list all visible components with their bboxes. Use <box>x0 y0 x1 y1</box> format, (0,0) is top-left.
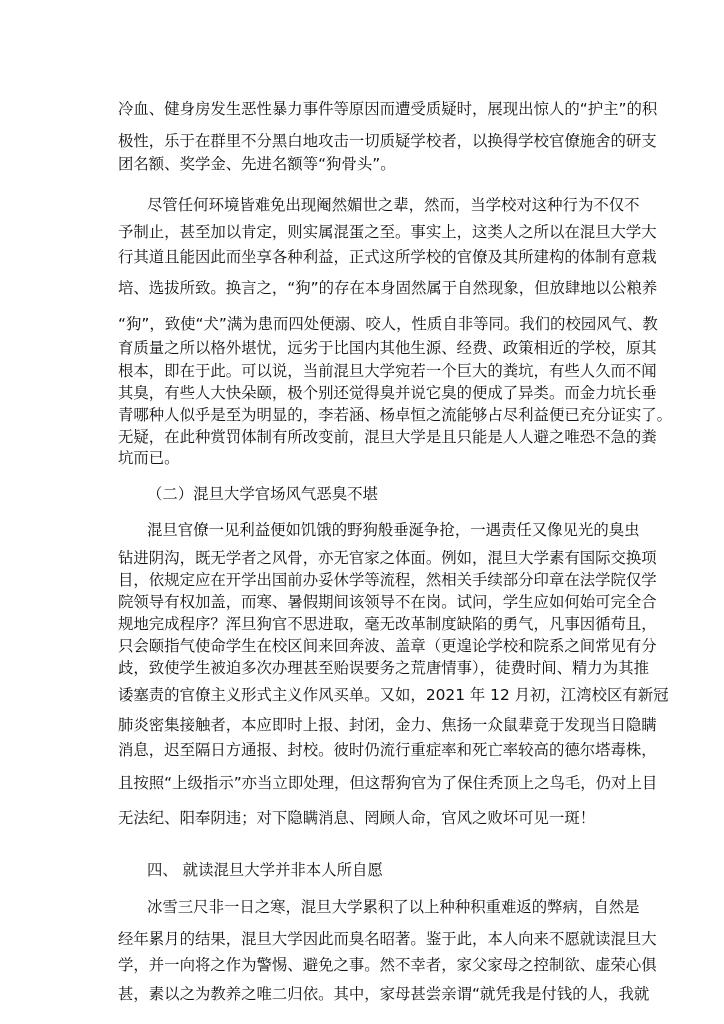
text-line: 根本，即在于此。可以说，当前混旦大学宛若一个巨大的粪坑，有些人久而不闻 <box>118 362 657 380</box>
text-line: 消息，迟至隔日方通报、封校。彼时仍流行重症率和死亡率较高的德尔塔毒株， <box>118 741 657 759</box>
text-line: 诿塞责的官僚主义形式主义作风买单。又如，2021 年 12 月初，江湾校区有新冠 <box>118 686 669 704</box>
text-line: 其臭，有些人大快朵颐，极个别还觉得臭并说它臭的便成了异类。而金力坑长垂 <box>118 384 657 402</box>
text-line: 只会颐指气使命学生在校区间来回奔波、盖章（更遑论学校和院系之间常见有分 <box>118 637 657 655</box>
text-line: 培、选拔所致。换言之，“狗”的存在本身固然属于自然现象，但放肆地以公粮养 <box>118 279 658 297</box>
text-line: 予制止，甚至加以肯定，则实属混蛋之至。事实上，这类人之所以在混旦大学大 <box>118 223 657 241</box>
text-line: 钻进阴沟，既无学者之风骨，亦无官家之体面。例如，混旦大学素有国际交换项 <box>118 549 657 567</box>
text-line: 尽管任何环境皆难免出现阉然媚世之辈，然而，当学校对这种行为不仅不 <box>147 196 640 214</box>
text-line: 极性，乐于在群里不分黑白地攻击一切质疑学校者，以换得学校官僚施舍的研支 <box>118 132 657 150</box>
text-line: 行其道且能因此而坐享各种利益，正式这所学校的官僚及其所建构的体制有意栽 <box>118 248 657 266</box>
text-line: 冷血、健身房发生恶性暴力事件等原因而遭受质疑时，展现出惊人的“护主”的积 <box>118 100 658 118</box>
text-line: 无法纪、阳奉阴违；对下隐瞒消息、罔顾人命，官风之败坏可见一斑！ <box>118 809 596 827</box>
text-line: 学，并一向将之作为警惕、避免之事。然不幸者，家父家母之控制欲、虚荣心俱 <box>118 956 657 974</box>
text-line: 甚，素以之为教养之唯二归依。其中，家母甚尝亲谓“就凭我是付钱的人，我就 <box>118 985 650 1003</box>
section-heading: 四、 就读混旦大学并非本人所自愿 <box>147 861 383 879</box>
text-line: 冰雪三尺非一日之寒，混旦大学累积了以上种种积重难返的弊病，自然是 <box>147 898 640 916</box>
text-line: 团名额、奖学金、先进名额等“狗骨头”。 <box>118 155 396 173</box>
text-line: 坑而已。 <box>118 449 180 467</box>
text-line: 育质量之所以格外堪忧，远劣于比国内其他生源、经费、政策相近的学校，原其 <box>118 339 657 357</box>
text-line: 且按照“上级指示”亦当立即处理，但这帮狗官为了保住秃顶上之鸟毛，仍对上目 <box>118 774 658 792</box>
text-line: 院领导有权加盖，而寒、暑假期间该领导不在岗。试问，学生应如何始可完全合 <box>118 593 657 611</box>
text-line: 规地完成程序？浑旦狗官不思进取，毫无改革制度缺陷的勇气，凡事因循苟且， <box>118 615 657 633</box>
section-heading: （二）混旦大学官场风气恶臭不堪 <box>147 485 378 503</box>
text-line: “狗”，致使“犬”满为患而四处便溺、咬人，性质自非等同。我们的校园风气、教 <box>118 315 658 333</box>
text-line: 经年累月的结果，混旦大学因此而臭名昭著。鉴于此，本人向来不愿就读混旦大 <box>118 930 657 948</box>
text-line: 肺炎密集接触者，本应即时上报、封闭，金力、焦扬一众鼠辈竟于发现当日隐瞒 <box>118 716 657 734</box>
text-line: 目，依规定应在开学出国前办妥休学等流程，然相关手续部分印章在法学院仅学 <box>118 571 657 589</box>
text-line: 歧，致使学生被迫多次办理甚至贻误要务之荒唐情事），徒费时间、精力为其推 <box>118 659 649 677</box>
text-line: 混旦官僚一见利益便如饥饿的野狗般垂涎争抢，一遇责任又像见光的臭虫 <box>147 521 640 539</box>
text-line: 青哪种人似乎是至为明显的，李若涵、杨卓恒之流能够占尽利益便已充分证实了。 <box>118 406 673 424</box>
text-line: 无疑，在此种赏罚体制有所改变前，混旦大学是且只能是人人避之唯恐不急的粪 <box>118 428 657 446</box>
